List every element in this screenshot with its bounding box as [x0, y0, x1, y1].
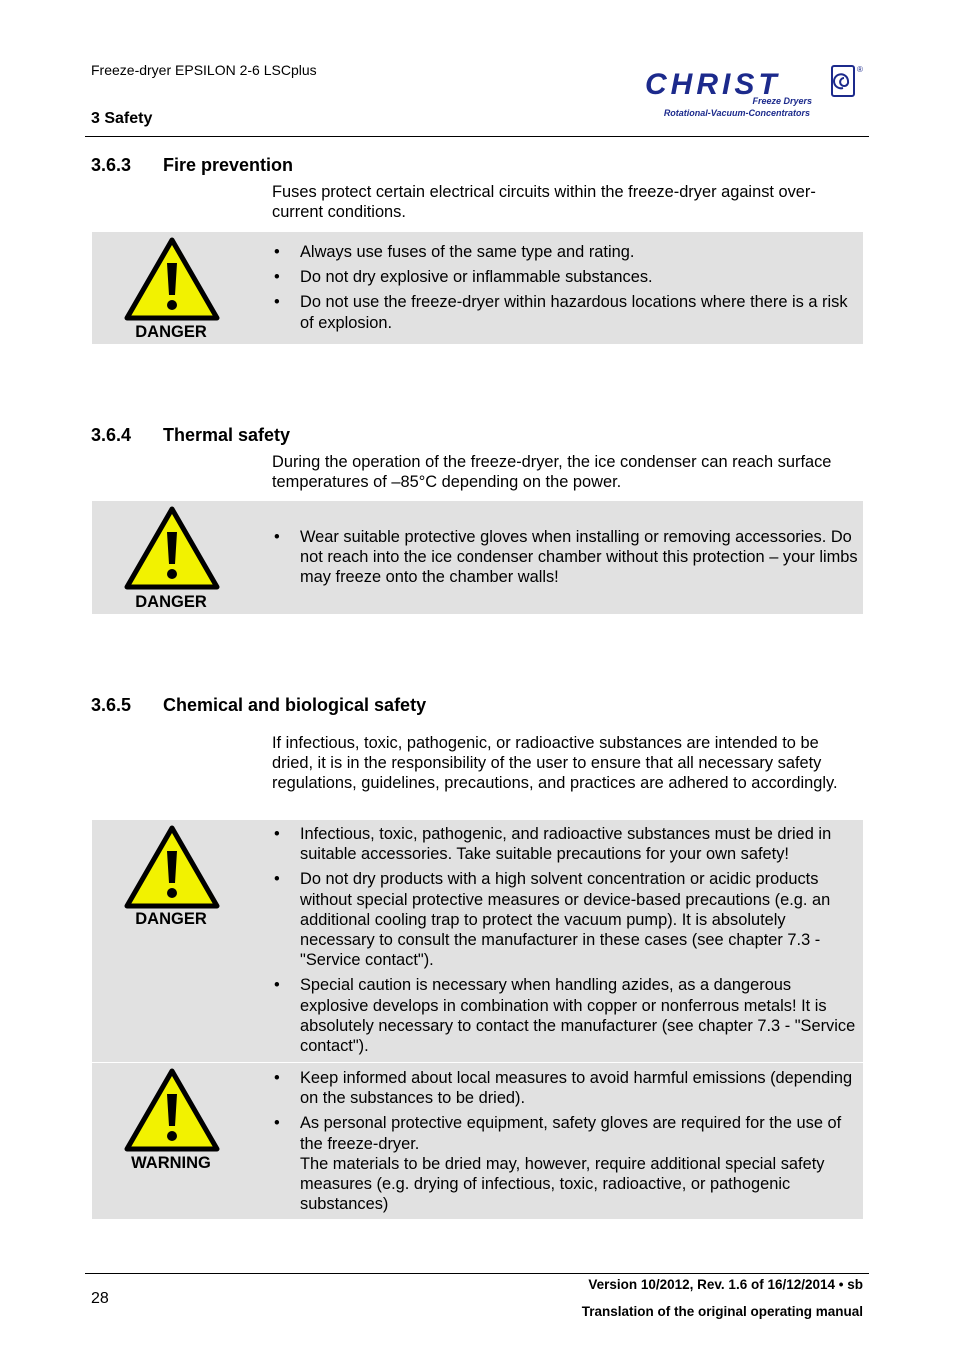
section-title: Fire prevention	[163, 155, 294, 175]
warning-triangle-icon	[124, 506, 220, 590]
list-item: • Always use fuses of the same type and rating.	[274, 243, 635, 261]
warning-box	[92, 1063, 863, 1219]
section-intro: During the operation of the freeze-dryer, the ice condenser can reach surface temperatures of –85°C depending on the power.	[272, 453, 832, 492]
hazard-label: DANGER	[135, 593, 207, 611]
list-item: • Do not dry explosive or inflammable substances.	[274, 268, 653, 287]
warning-triangle-icon	[124, 825, 220, 909]
hazard-label: WARNING	[131, 1154, 211, 1172]
section-intro: If infectious, toxic, pathogenic, or radioactive substances are intended to be dried, it is in the responsibility of the user to ensure that all necessary safety regulations, guidelines, precautions, and practices are adhered to accordingly.	[272, 734, 838, 793]
hazard-label: DANGER	[135, 323, 207, 341]
christ-logo	[640, 62, 866, 122]
page-number: 28	[91, 1290, 109, 1307]
document-title: Freeze-dryer EPSILON 2-6 LSCplus	[91, 62, 317, 78]
logo-brand: CHRIST	[645, 68, 781, 101]
section-number: 3.6.4	[91, 425, 132, 445]
logo-emblem-icon	[832, 66, 854, 96]
danger-box	[92, 501, 863, 614]
version-text: Version 10/2012, Rev. 1.6 of 16/12/2014 • sb	[588, 1277, 863, 1292]
translation-note: Translation of the original operating manual	[581, 1304, 863, 1319]
list-item: • Special caution is necessary when handling azides, as a dangerous explosive develops in combination with copper or nonferrous metals! It is absolutely necessary to contact the manufacturer (see chapter 7.3 - "Service contact").	[274, 976, 856, 1056]
svg-text:®: ®	[857, 65, 863, 74]
list-item: • Infectious, toxic, pathogenic, and radioactive substances must be dried in suitable accessories. Take suitable precautions for your own safety!	[274, 825, 832, 864]
list-item: • Do not use the freeze-dryer within hazardous locations where there is a risk of explosion.	[274, 293, 848, 332]
logo-line2: Rotational-Vacuum-Concentrators	[663, 108, 810, 118]
header-divider	[85, 136, 869, 137]
warning-triangle-icon	[124, 1068, 220, 1152]
section-heading: 3 Safety	[91, 110, 153, 127]
list-item-extra: The materials to be dried may, however, require additional special safety measures (e.g. drying of infectious, toxic, radioactive, or pathogenic substances)	[300, 1154, 825, 1214]
hazard-list	[272, 527, 862, 593]
section-title: Thermal safety	[163, 425, 291, 445]
list-item: • As personal protective equipment, safety gloves are required for the use of the freeze-dryer. The materials to be dried may, however, require additional special safety measures (e.g. drying of infectious, toxic, radioactive, or pathogenic substances)	[272, 1113, 862, 1214]
hazard-list	[272, 824, 862, 1061]
logo-line1: Freeze Dryers	[752, 96, 812, 106]
section-intro: Fuses protect certain electrical circuits within the freeze-dryer against over-current conditions.	[272, 183, 816, 222]
list-item: • Wear suitable protective gloves when installing or removing accessories. Do not reach into the ice condenser chamber without this protection – your limbs may freeze onto the chamber walls!	[274, 528, 858, 587]
warning-triangle-icon	[124, 237, 220, 321]
list-item: • Keep informed about local measures to avoid harmful emissions (depending on the substances to be dried).	[274, 1069, 853, 1108]
hazard-list	[272, 242, 862, 338]
footer-divider	[85, 1273, 869, 1274]
section-number: 3.6.5	[91, 695, 132, 715]
list-item: • Do not dry products with a high solvent concentration or acidic products without special protective measures or device-based precautions (e.g. an additional cooling trap to protect the vacuum pump). It is absolutely necessary to consult the manufacturer in these cases (see chapter 7.3 - "Service contact").	[274, 870, 831, 970]
section-number: 3.6.3	[91, 155, 132, 175]
hazard-label: DANGER	[135, 910, 207, 928]
hazard-list	[272, 1068, 862, 1219]
danger-box	[92, 232, 863, 344]
danger-box	[92, 820, 863, 1062]
section-title: Chemical and biological safety	[163, 695, 427, 715]
